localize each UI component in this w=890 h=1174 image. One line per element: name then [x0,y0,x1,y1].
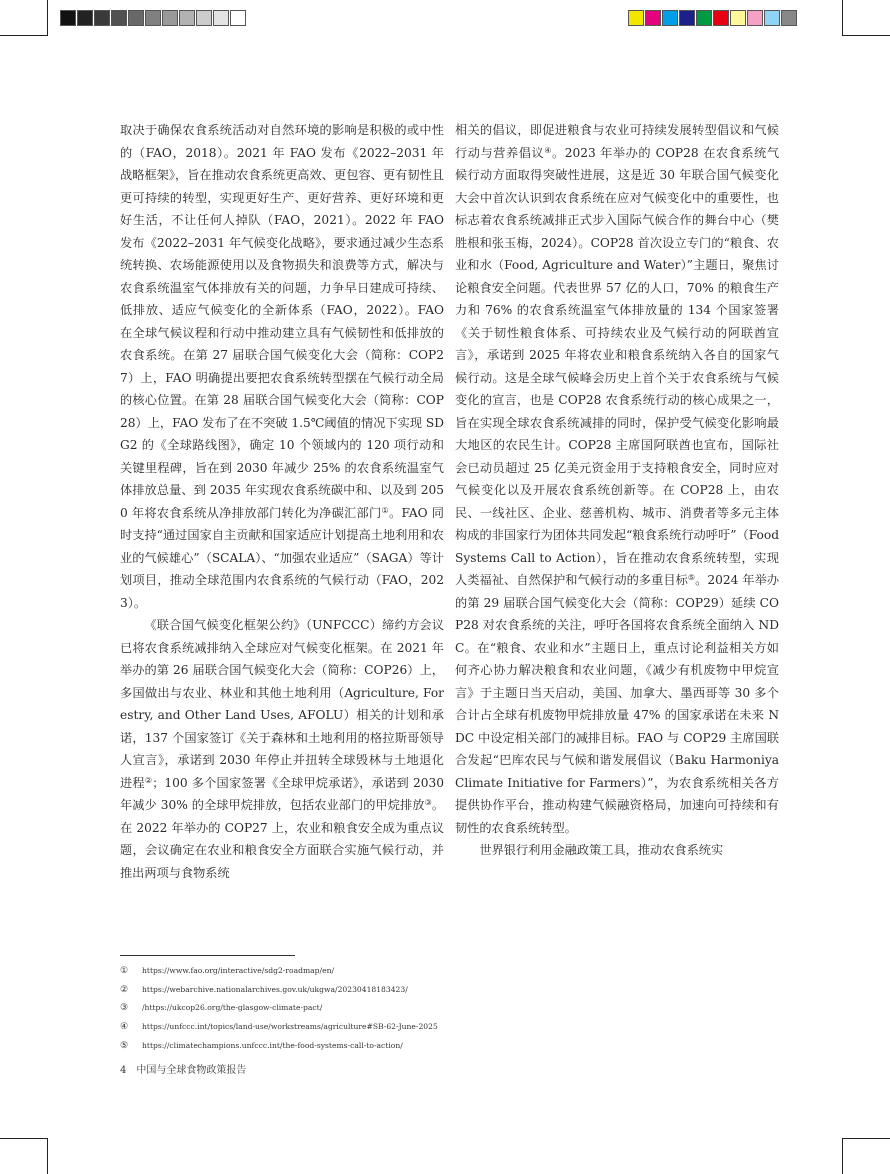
color-swatch [747,10,763,26]
color-swatch [111,10,127,26]
color-swatch [679,10,695,26]
footnote [120,999,780,1018]
crop-mark-top-right [842,0,843,36]
footnote-marker: ③ [120,1003,129,1014]
footnote [120,981,780,1000]
footnote-url: /https://ukcop26.org/the-glasgow-climate-pact/ [142,1003,323,1013]
color-swatch [230,10,246,26]
footnote-marker: ④ [120,1022,129,1033]
crop-mark-top-right [842,35,890,36]
color-swatch [628,10,644,26]
footnote-marker: ① [120,966,129,976]
color-swatch [713,10,729,26]
body-column-left [120,119,444,884]
color-swatch [94,10,110,26]
footnote-ref: ③ [424,798,432,807]
footnote-ref: ④ [544,145,552,155]
color-calibration-bar [628,10,798,26]
page-footer [120,1061,246,1076]
footnote-url: https://webarchive.nationalarchives.gov.uk/ukgwa/20230418183423/ [142,984,408,994]
footnote-divider [120,955,295,956]
footnote-ref: ⑤ [687,573,696,582]
crop-mark-top-left [0,35,48,36]
color-swatch [128,10,144,26]
footnotes [120,962,780,1056]
footnote [120,1037,780,1056]
footnote [120,1018,780,1037]
paragraph: 相关的倡议，即促进粮食与农业可持续发展转型倡议和气候行动与营养倡议④。2023 年举办的 COP28 在农食系统气候行动方面取得突破性进展，这是近 30 年联合国气候变化大会中首次认识到农食系统在应对气候变化中的重要性，也标志着农食系统减排正式步入国际气候合作的舞台中心（樊胜根和张玉梅，2024）。COP28 首次设立专门的“粮食、农业和水（Food, Agriculture and Water）”主题日，聚焦讨论粮食安全问题。代表世界 57 亿的人口，70% 的粮食生产力和 76% 的农食系统温室气体排放量的 134 个国家签署《关于韧性粮食体系、可持续农业及气候行动的阿联酋宣言》，承诺到 2025 年将农业和粮食系统纳入各自的国家气候行动。这是全球气候峰会历史上首个关于农食系统与气候变化的宣言，也是 COP28 农食系统行动的核心成果之一，旨在实现全球农食系统减排的同时，保护受气候变化影响最大地区的农民生计。COP28 主席国阿联酋也宣布，国际社会已动员超过 25 亿美元资金用于支持粮食安全，同时应对气候变化以及开展农食系统创新等。在 COP28 上，由农民、一线社区、企业、慈善机构、城市、消费者等多元主体构成的非国家行为团体共同发起“粮食系统行动呼吁”（Food Systems Call to Action），旨在推动农食系统转型，实现人类福祉、自然保护和气候行动的多重目标⑤。2024 年举办的第 29 届联合国气候变化大会（简称：COP29）延续 COP28 对农食系统的关注，呼吁各国将农食系统全面纳入 NDC。在“粮食、农业和水”主题日上，重点讨论利益相关方如何齐心协力解决粮食和农业问题，《减少有机废物中甲烷宣言》于主题日当天启动，美国、加拿大、墨西哥等 30 多个合计占全球有机废物甲烷排放量 47% 的国家承诺在未来 NDC 中设定相关部门的减排目标。FAO 与 COP29 主席国联合发起“巴库农民与气候和谐发展倡议（Baku Harmoniya Climate Initiative for Farmers）”，为农食系统相关各方提供协作平台，推动构建气候融资格局，加速向可持续和有韧性的农食系统转型。 [455,123,780,835]
color-swatch [781,10,797,26]
footnote-marker: ⑤ [120,1040,129,1051]
color-swatch [645,10,661,26]
footnote-url: https://climatechampions.unfccc.int/the-food-systems-call-to-action/ [142,1040,403,1050]
color-swatch [179,10,195,26]
footnote-ref: ② [144,775,153,785]
paragraph: 世界银行利用金融政策工具，推动农食系统实 [479,843,724,857]
crop-mark-bottom-left [47,1138,48,1174]
color-swatch [662,10,678,26]
color-swatch [162,10,178,26]
paragraph: 取决于确保农食系统活动对自然环境的影响是积极的或中性的（FAO，2018）。2021 年 FAO 发布《2022–2031 年战略框架》，旨在推动农食系统更高效、更包容、更有韧性且更可持续的转型，实现更好生产、更好营养、更好环境和更好生活，不让任何人掉队（FAO，2021）。2022 年 FAO 发布《2022–2031 年气候变化战略》，要求通过减少生态系统转换、农场能源使用以及食物损失和浪费等方式，解决与农食系统温室气体排放有关的问题，力争早日建成可持续、低排放、适应气候变化的全新体系（FAO，2022）。FAO 在全球气候议程和行动中推动建立具有气候韧性和低排放的农食系统。在第 27 届联合国气候变化大会（简称：COP27）上，FAO 明确提出要把农食系统转型摆在气候行动全局的核心位置。在第 28 届联合国气候变化大会（简称：COP28）上，FAO 发布了在不突破 1.5℃阈值的情况下实现 SDG2 的《全球路线图》，确定 10 个领域内的 120 项行动和关键里程碑，旨在到 2030 年减少 25% 的农食系统温室气体排放总量、到 2035 年实现农食系统碳中和、以及到 2050 年将农食系统从净排放部门转化为净碳汇部门①。FAO 同时支持“通过国家自主贡献和国家适应计划提高土地利用和农业的气候雄心”（SCALA）、“加强农业适应”（SAGA）等计划项目，推动全球范围内农食系统的气候行动（FAO，2023）。 [120,123,444,610]
color-swatch [60,10,76,26]
crop-mark-bottom-left [0,1138,48,1139]
footnote-url: https://www.fao.org/interactive/sdg2-roadmap/en/ [142,966,335,975]
color-swatch [196,10,212,26]
color-swatch [764,10,780,26]
crop-mark-top-left [47,0,48,36]
footnote [120,962,780,981]
color-swatch [77,10,93,26]
color-swatch [730,10,746,26]
footnote-marker: ② [120,984,129,995]
page-number: 4 [120,1065,127,1076]
book-title: 中国与全球食物政策报告 [136,1065,247,1076]
footnote-ref: ① [381,505,389,515]
grayscale-calibration-bar [60,10,247,26]
color-swatch [145,10,161,26]
color-swatch [696,10,712,26]
paragraph: 《联合国气候变化框架公约》（UNFCCC）缔约方会议已将农食系统减排纳入全球应对气候变化框架。在 2021 年举办的第 26 届联合国气候变化大会（简称：COP26）上，多国做出与农业、林业和其他土地利用（Agriculture, Forestry, and Other Land Uses, AFOLU）相关的计划和承诺，137 个国家签订《关于森林和土地利用的格拉斯哥领导人宣言》，承诺到 2030 年停止并扭转全球毁林与土地退化进程②；100 多个国家签署《全球甲烷承诺》，承诺到 2030 年减少 30% 的全球甲烷排放，包括农业部门的甲烷排放③。在 2022 年举办的 COP27 上，农业和粮食安全成为重点议题，会议确定在农业和粮食安全方面联合实施气候行动，并推出两项与食物系统 [120,618,445,880]
crop-mark-bottom-right [842,1138,890,1139]
color-swatch [213,10,229,26]
crop-mark-bottom-right [842,1138,843,1174]
body-column-right [455,119,779,862]
footnote-url: https://unfccc.int/topics/land-use/workstreams/agriculture#SB-62-June-2025 [142,1022,438,1032]
